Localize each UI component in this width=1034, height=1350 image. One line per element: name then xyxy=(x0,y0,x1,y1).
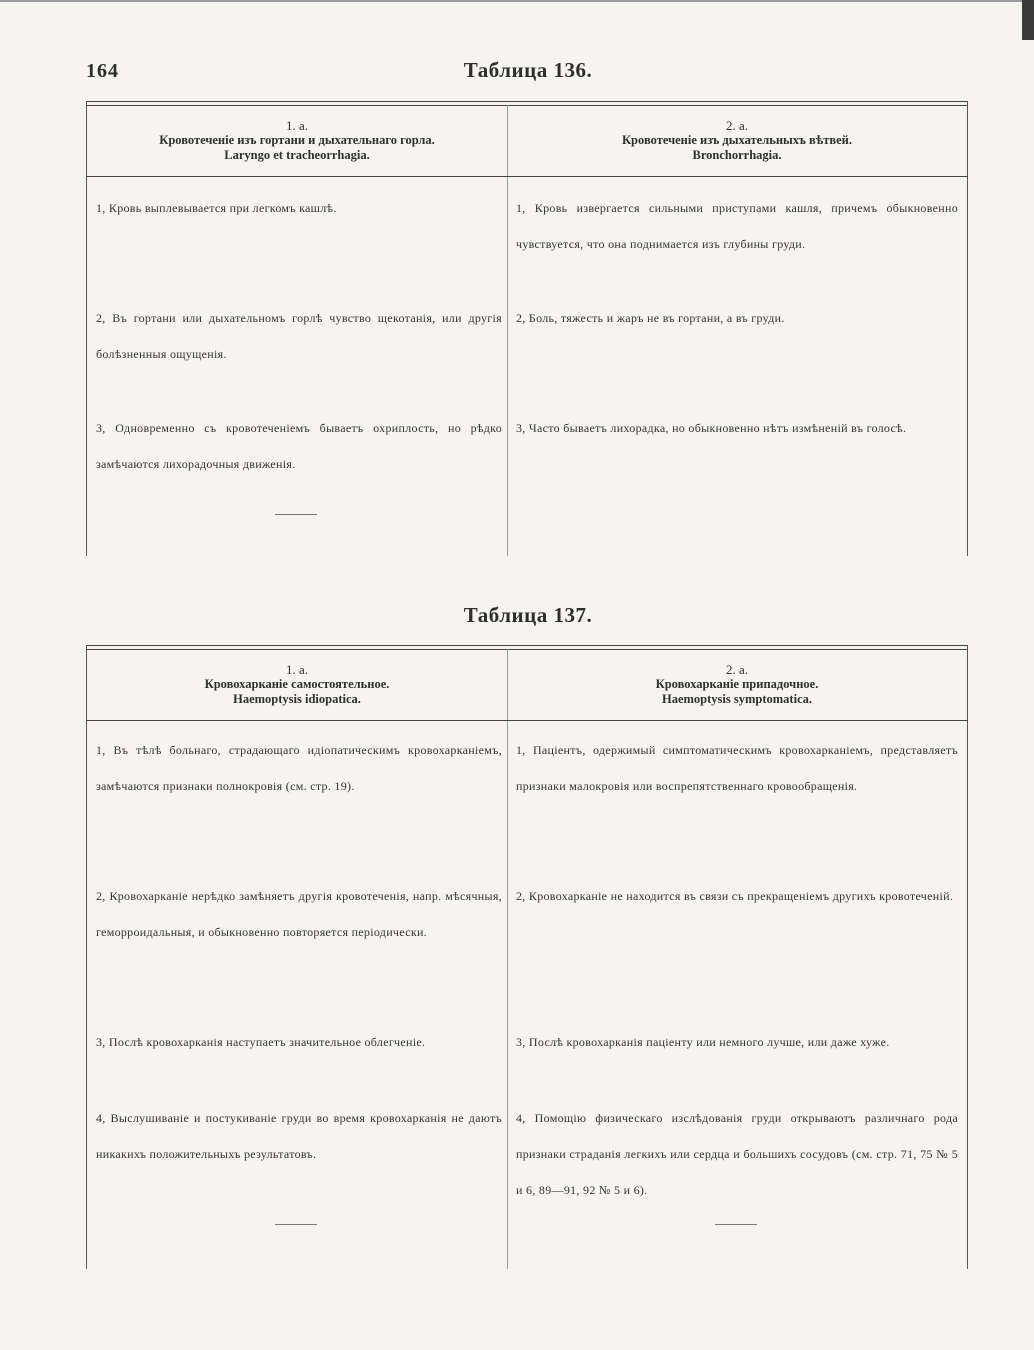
table-137-col-2-header xyxy=(511,662,963,707)
page-top-edge xyxy=(0,0,1034,2)
column-heading-ru: Кровотеченіе изъ гортани и дыхательнаго горла. xyxy=(159,133,435,147)
column-number: 2. а. xyxy=(725,118,749,133)
table-137-col-1-header xyxy=(90,662,504,707)
table-136-col-1-header xyxy=(90,118,504,163)
column-heading-lat: Bronchorrhagia. xyxy=(692,148,782,162)
table-136-col-1-entry-2: 2, Въ гортани или дыхательномъ горлѣ чувство щекотанія, или другія болѣзненныя ощущенія. xyxy=(96,311,502,361)
table-136-col-2-entry-1: 1, Кровь извергается сильными приступами кашля, причемъ обыкновенно чувствуется, что она поднимается изъ глубины груди. xyxy=(516,201,958,251)
table-137-col-1-entry-4: 4, Выслушиваніе и постукиваніе груди во время кровохарканія не даютъ никакихъ положительныхъ результатовъ. xyxy=(96,1111,502,1161)
table-137-col-1-entry-2: 2, Кровохарканіе нерѣдко замѣняетъ другія кровотеченія, напр. мѣсячныя, геморроидальныя, и обыкновенно повторяется періодически. xyxy=(96,889,502,939)
table-136-col-2-header xyxy=(511,118,963,163)
table-137-col-2-entry-3: 3, Послѣ кровохарканія паціенту или немного лучше, или даже хуже. xyxy=(516,1035,890,1049)
column-number: 2. а. xyxy=(725,662,749,677)
section-end-dash xyxy=(275,514,317,515)
table-136-top-rule-inner xyxy=(86,105,968,106)
table-137-right-border xyxy=(967,645,968,1269)
page-corner-shadow xyxy=(1022,0,1034,40)
table-136-column-divider xyxy=(507,105,508,556)
table-136-col-2-entry-2: 2, Боль, тяжесть и жаръ не въ гортани, а въ груди. xyxy=(516,311,785,325)
table-137-header-rule xyxy=(86,720,968,721)
column-heading-ru: Кровохарканіе припадочное. xyxy=(655,677,819,691)
table-137-top-rule-inner xyxy=(86,649,968,650)
column-heading-ru: Кровохарканіе самостоятельное. xyxy=(204,677,390,691)
column-heading-lat: Haemoptysis idiopatica. xyxy=(233,692,361,706)
page-number: 164 xyxy=(86,60,119,82)
table-136-title: Таблица 136. xyxy=(463,58,593,82)
table-136-header-rule xyxy=(86,176,968,177)
table-136-col-2-entry-3: 3, Часто бываетъ лихорадка, но обыкновенно нѣтъ измѣненій въ голосѣ. xyxy=(516,421,907,435)
column-heading-lat: Laryngo et tracheorrhagia. xyxy=(224,148,370,162)
table-137-title: Таблица 137. xyxy=(463,603,593,627)
table-137-top-rule xyxy=(86,645,968,646)
table-137-left-border xyxy=(86,645,87,1269)
table-137-col-2-entry-4: 4, Помощію физическаго изслѣдованія груди открываютъ различнаго рода признаки страданія легкихъ или сердца и большихъ сосудовъ (см. стр. 71, 75 № 5 и 6, 89—91, 92 № 5 и 6). xyxy=(516,1111,958,1197)
table-137-column-divider xyxy=(507,649,508,1269)
table-136-col-1-entry-1: 1, Кровь выплевывается при легкомъ кашлѣ. xyxy=(96,201,337,215)
table-137-col-2-entry-2: 2, Кровохарканіе не находится въ связи съ прекращеніемъ другихъ кровотеченій. xyxy=(516,889,954,903)
column-heading-lat: Haemoptysis symptomatica. xyxy=(662,692,812,706)
section-end-dash xyxy=(715,1224,757,1225)
table-137-col-1-entry-1: 1, Въ тѣлѣ больнаго, страдающаго идіопатическимъ кровохарканіемъ, замѣчаются признаки полнокровія (см. стр. 19). xyxy=(96,743,502,793)
table-136-top-rule xyxy=(86,101,968,102)
table-137-col-1-entry-3: 3, Послѣ кровохарканія наступаетъ значительное облегченіе. xyxy=(96,1035,426,1049)
column-number: 1. а. xyxy=(285,118,309,133)
column-number: 1. а. xyxy=(285,662,309,677)
table-136-col-1-entry-3: 3, Одновременно съ кровотеченіемъ бываетъ охриплость, но рѣдко замѣчаются лихорадочныя движенія. xyxy=(96,421,502,471)
table-136-left-border xyxy=(86,101,87,556)
table-137-col-2-entry-1: 1, Паціентъ, одержимый симптоматическимъ кровохарканіемъ, представляетъ признаки малокровія или воспрепятственнаго кровообращенія. xyxy=(516,743,958,793)
section-end-dash xyxy=(275,1224,317,1225)
table-136-right-border xyxy=(967,101,968,556)
column-heading-ru: Кровотеченіе изъ дыхательныхъ вѣтвей. xyxy=(621,133,853,147)
